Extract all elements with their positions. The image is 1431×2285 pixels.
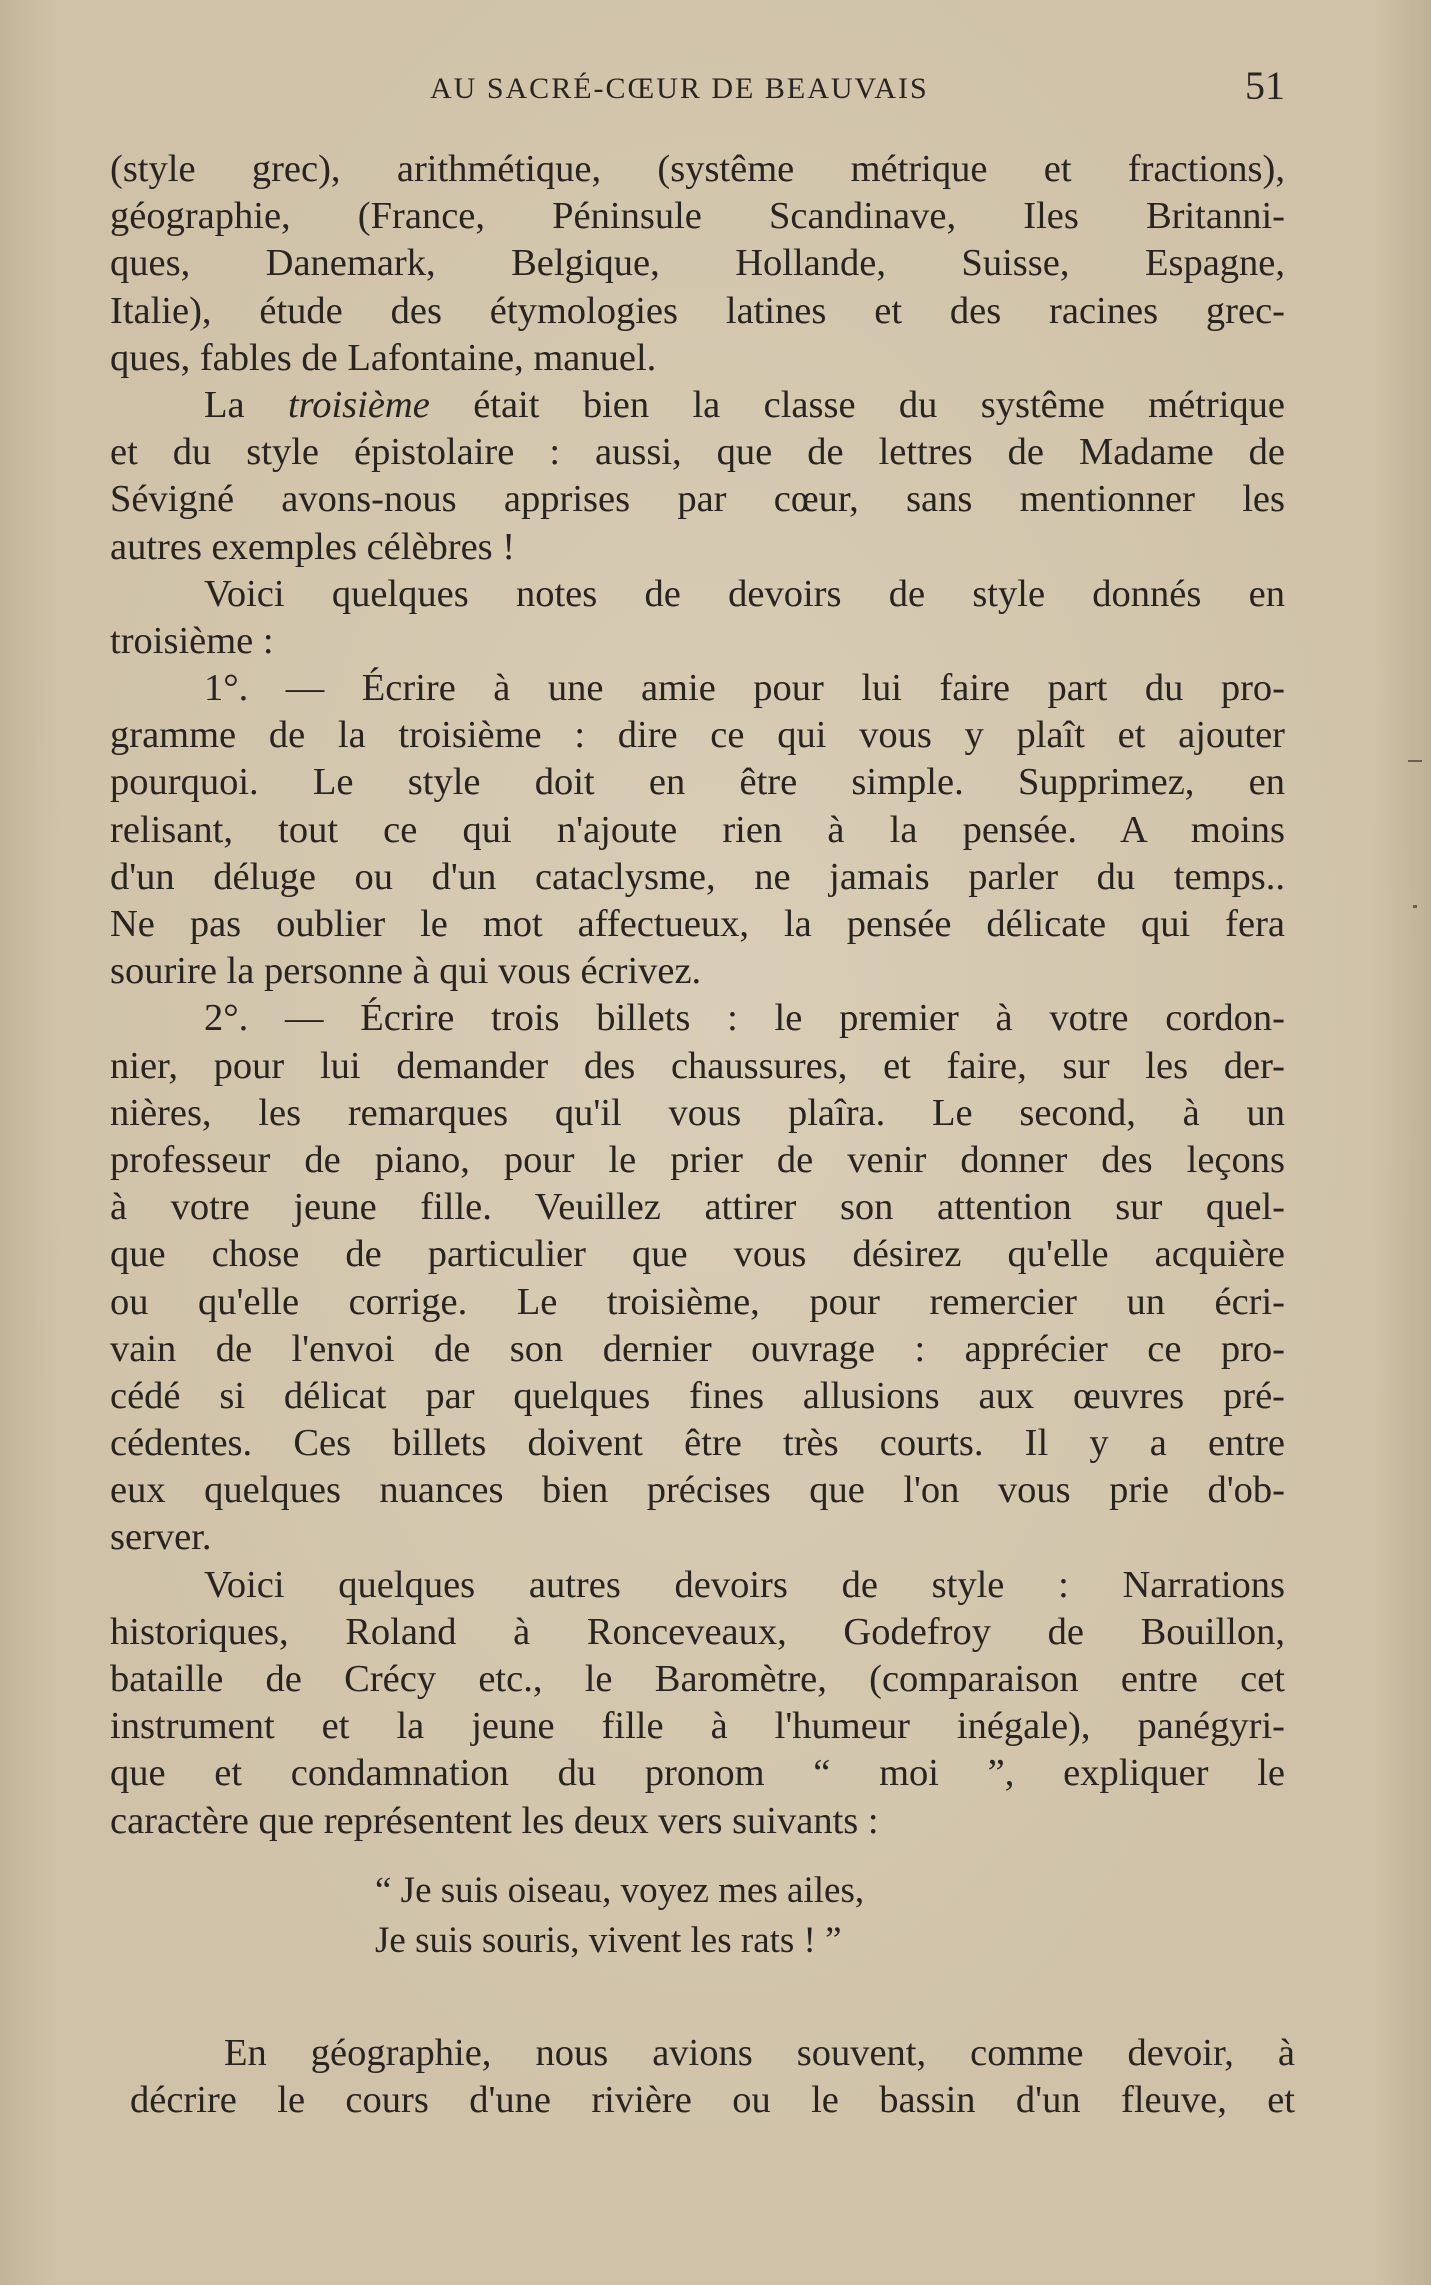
- page-number: 51: [1245, 63, 1285, 108]
- text-line: nier, pour lui demander des chaussures, et faire, sur les der-: [110, 1044, 1285, 1087]
- text-line: bataille de Crécy etc., le Baromètre, (comparaison entre cet: [110, 1658, 1285, 1700]
- text-line: caractère que représentent les deux vers suivants :: [110, 1799, 879, 1842]
- body-text: [110, 146, 1285, 1845]
- text-line: 2°. — Écrire trois billets : le premier à votre cordon-: [204, 997, 1285, 1040]
- text-line: 1°. — Écrire à une amie pour lui faire part du pro-: [204, 667, 1285, 710]
- edge-mark: [1413, 905, 1417, 908]
- text-line: Voici quelques notes de devoirs de style donnés en: [204, 572, 1285, 615]
- text-line: Ne pas oublier le mot affectueux, la pensée délicate qui fera: [110, 903, 1285, 945]
- text-line: que chose de particulier que vous désirez qu'elle acquière: [110, 1233, 1285, 1276]
- text-line: décrire le cours d'une rivière ou le bassin d'un fleuve, et: [130, 2079, 1295, 2122]
- final-paragraph: [130, 2030, 1295, 2124]
- text-line: Italie), étude des étymologies latines et des racines grec-: [110, 289, 1285, 332]
- text-line: cédé si délicat par quelques fines allusions aux œuvres pré-: [110, 1374, 1285, 1417]
- text-line: gramme de la troisième : dire ce qui vous y plaît et ajouter: [110, 714, 1285, 757]
- text-line: vain de l'envoi de son dernier ouvrage : apprécier ce pro-: [110, 1327, 1285, 1370]
- text-line: eux quelques nuances bien précises que l'on vous prie d'ob-: [110, 1469, 1285, 1512]
- verse-line: Je suis souris, vivent les rats ! ”: [375, 1920, 842, 1961]
- running-title: AU SACRÉ-CŒUR DE BEAUVAIS: [430, 72, 929, 105]
- text-line: instrument et la jeune fille à l'humeur inégale), panégyri-: [110, 1705, 1285, 1748]
- text-line: ques, Danemark, Belgique, Hollande, Suisse, Espagne,: [110, 242, 1285, 285]
- running-head: [110, 63, 1285, 108]
- text-line: [110, 382, 1285, 429]
- text-line: server.: [110, 1516, 212, 1559]
- edge-mark: [1408, 760, 1422, 762]
- text-line: ques, fables de Lafontaine, manuel.: [110, 336, 657, 379]
- text-line: et du style épistolaire : aussi, que de lettres de Madame de: [110, 431, 1285, 474]
- text-span: était bien la classe du systême métrique: [429, 383, 1285, 426]
- text-line: pourquoi. Le style doit en être simple. Supprimez, en: [110, 761, 1285, 804]
- text-line: à votre jeune fille. Veuillez attirer son attention sur quel-: [110, 1186, 1285, 1229]
- text-line: relisant, tout ce qui n'ajoute rien à la pensée. A moins: [110, 808, 1285, 851]
- text-line: En géographie, nous avions souvent, comme devoir, à: [224, 2032, 1295, 2074]
- text-line: autres exemples célèbres !: [110, 525, 516, 568]
- verse-quote: [375, 1866, 1175, 1966]
- text-line: cédentes. Ces billets doivent être très courts. Il y a entre: [110, 1422, 1285, 1465]
- text-line: que et condamnation du pronom “ moi ”, expliquer le: [110, 1752, 1285, 1795]
- text-line: Sévigné avons-nous apprises par cœur, sans mentionner les: [110, 478, 1285, 521]
- text-line: troisième :: [110, 619, 274, 662]
- text-line: Voici quelques autres devoirs de style : Narrations: [204, 1563, 1285, 1606]
- text-line: professeur de piano, pour le prier de venir donner des leçons: [110, 1138, 1285, 1181]
- verse-line: “ Je suis oiseau, voyez mes ailes,: [375, 1870, 865, 1911]
- text-line: d'un déluge ou d'un cataclysme, ne jamais parler du temps..: [110, 855, 1285, 898]
- text-line: ou qu'elle corrige. Le troisième, pour remercier un écri-: [110, 1280, 1285, 1323]
- emphasis: troisième: [287, 383, 430, 426]
- text-line: nières, les remarques qu'il vous plaîra. Le second, à un: [110, 1091, 1285, 1134]
- text-line: historiques, Roland à Ronceveaux, Godefroy de Bouillon,: [110, 1610, 1285, 1653]
- text-line: sourire la personne à qui vous écrivez.: [110, 950, 702, 993]
- text-span: La: [204, 383, 288, 426]
- text-line: géographie, (France, Péninsule Scandinave, Iles Britanni-: [110, 195, 1285, 238]
- text-line: (style grec), arithmétique, (systême métrique et fractions),: [110, 148, 1285, 190]
